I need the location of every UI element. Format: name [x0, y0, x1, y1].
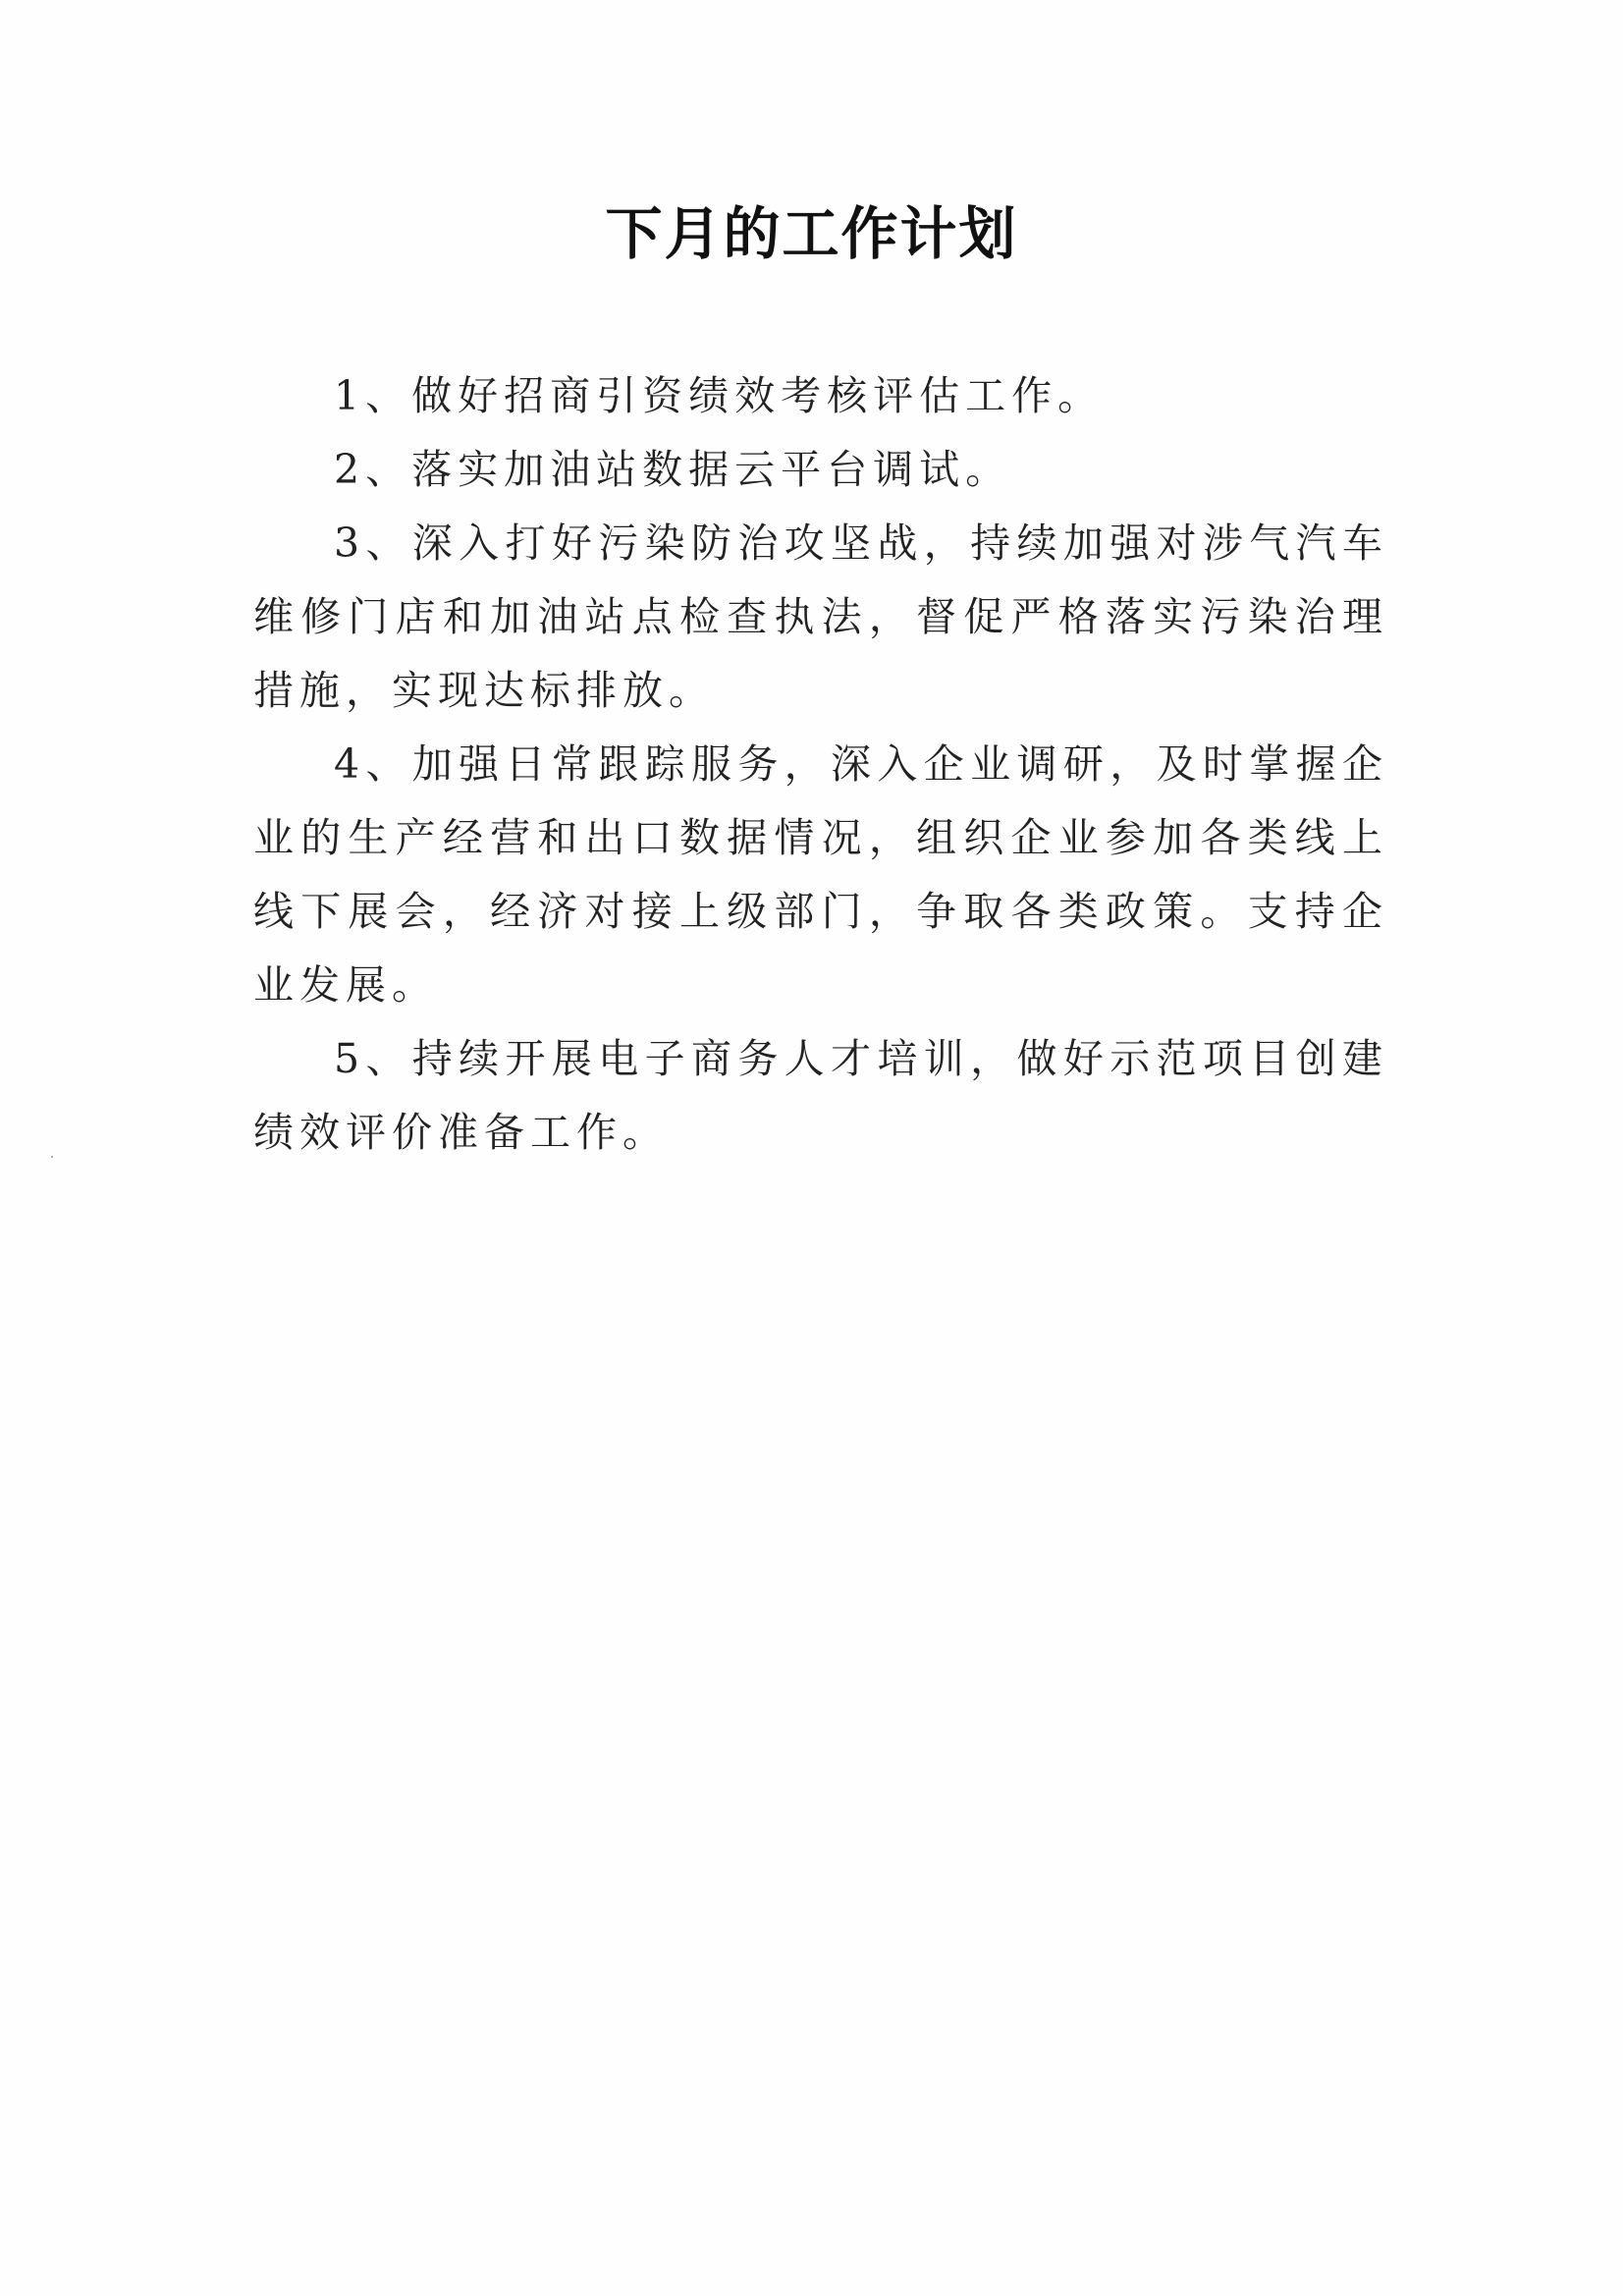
plan-item-5: 5、持续开展电子商务人才培训，做好示范项目创建绩效评价准备工作。: [253, 1035, 1388, 1156]
plan-item-3: 3、深入打好污染防治攻坚战，持续加强对涉气汽车维修门店和加油站点检查执法，督促严格落实污染治理措施，实现达标排放。: [253, 519, 1388, 714]
plan-item-2: 2、落实加油站数据云平台调试。: [334, 446, 1012, 493]
scan-speck: [51, 1156, 53, 1158]
page-title: 下月的工作计划: [605, 200, 1018, 267]
plan-item-1: 1、做好招商引资绩效考核评估工作。: [334, 372, 1105, 419]
document-body: [253, 359, 1388, 1170]
plan-item-4: 4、加强日常跟踪服务，深入企业调研，及时掌握企业的生产经营和出口数据情况，组织企业参加各类线上线下展会，经济对接上级部门，争取各类政策。支持企业发展。: [253, 740, 1388, 1009]
